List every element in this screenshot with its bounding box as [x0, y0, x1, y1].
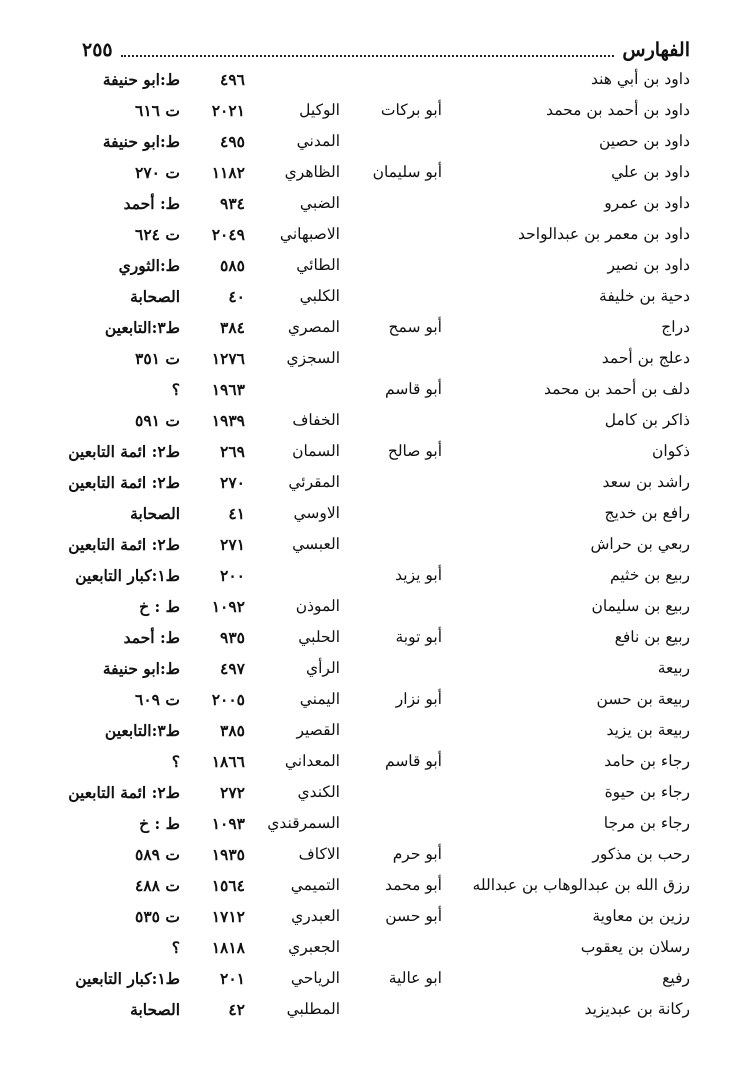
index-row	[80, 996, 690, 1027]
entry-number: ٤١	[228, 504, 245, 523]
index-row	[68, 438, 690, 469]
entry-name: دعلج بن أحمد	[601, 349, 690, 367]
index-row	[75, 965, 690, 996]
entry-number: ٩٣٥	[220, 628, 245, 647]
entry-reference: ط٢: ائمة التابعين	[68, 535, 180, 554]
entry-number: ٤٠	[228, 287, 245, 306]
entry-nisba: المقرئي	[288, 473, 340, 491]
index-row	[80, 903, 690, 934]
entry-number: ٣٨٤	[220, 318, 245, 337]
entry-reference: الصحابة	[130, 1000, 180, 1019]
entry-kunya: أبو يزيد	[395, 566, 442, 584]
entry-nisba: المطلبي	[286, 1000, 340, 1018]
entry-reference: ط٣:التابعين	[104, 721, 180, 740]
entry-kunya: أبو نزار	[395, 690, 442, 708]
entry-kunya: أبو حسن	[385, 907, 442, 925]
entry-name: ذاكر بن كامل	[604, 411, 690, 429]
entry-nisba: السمرقندي	[267, 814, 340, 832]
entry-name: دحية بن خليفة	[599, 287, 690, 305]
entry-name: ربيع بن سليمان	[591, 597, 690, 615]
entry-number: ٥٨٥	[220, 256, 245, 275]
entry-reference: ت ٤٨٨	[135, 876, 180, 895]
entry-number: ٢٦٩	[220, 442, 245, 461]
entry-nisba: الخفاف	[292, 411, 340, 429]
entry-name: رزق الله بن عبدالوهاب بن عبدالله	[472, 876, 690, 894]
index-row	[68, 531, 690, 562]
entry-nisba: الموذن	[295, 597, 340, 615]
entry-name: ربيع بن خثيم	[610, 566, 690, 584]
entry-name: ربعي بن حراش	[590, 535, 690, 553]
entry-name: رزين بن معاوية	[592, 907, 690, 925]
index-row	[80, 97, 690, 128]
entry-reference: ت ٣٥١	[135, 349, 180, 368]
entry-reference: ط : خ	[139, 597, 180, 616]
entry-name: راشد بن سعد	[602, 473, 690, 491]
index-row	[80, 593, 690, 624]
entry-reference: ت ٥٣٥	[135, 907, 180, 926]
entry-nisba: المعداني	[284, 752, 340, 770]
index-row	[80, 376, 690, 407]
section-title: الفهارس	[622, 39, 690, 61]
entry-reference: ؟	[171, 752, 180, 771]
entry-nisba: الرأي	[305, 659, 340, 677]
entry-reference: ط:ابو حنيفة	[102, 132, 180, 151]
entry-number: ٢٠٠	[220, 566, 245, 585]
entry-name: ركانة بن عبديزيد	[584, 1000, 690, 1018]
entry-reference: ط:الثوري	[118, 256, 180, 275]
entry-number: ١٠٩٣	[211, 814, 245, 833]
entry-number: ١٨٦٦	[211, 752, 245, 771]
entry-kunya: أبو قاسم	[385, 752, 442, 770]
entry-nisba: السجزي	[286, 349, 340, 367]
entry-kunya: أبو محمد	[385, 876, 442, 894]
entry-name: ربيعة	[657, 659, 690, 677]
entry-number: ١٩٣٥	[211, 845, 245, 864]
index-row	[75, 562, 690, 593]
index-row	[80, 190, 690, 221]
index-row	[68, 469, 690, 500]
entry-reference: ط:ابو حنيفة	[102, 659, 180, 678]
entry-number: ١٩٦٣	[211, 380, 245, 399]
entry-number: ٤٩٦	[220, 70, 245, 89]
index-row	[80, 221, 690, 252]
entry-reference: ت ٢٧٠	[135, 163, 180, 182]
entry-number: ٤٩٥	[220, 132, 245, 151]
entry-name: ربيع بن نافع	[614, 628, 690, 646]
entry-nisba: الطائي	[296, 256, 340, 274]
entry-reference: ط١:كبار التابعين	[75, 566, 180, 585]
index-row	[80, 345, 690, 376]
entry-number: ٢٧٠	[220, 473, 245, 492]
entry-reference: ت ٥٨٩	[135, 845, 180, 864]
entry-name: رحب بن مذكور	[592, 845, 690, 863]
entry-name: رجاء بن حامد	[604, 752, 690, 770]
index-row	[80, 500, 690, 531]
entry-kunya: أبو حرم	[392, 845, 442, 863]
entry-reference: ت ٦٢٤	[135, 225, 180, 244]
index-row	[80, 283, 690, 314]
entry-reference: ط:ابو حنيفة	[102, 70, 180, 89]
entry-number: ٢٠٢١	[211, 101, 245, 120]
index-row	[80, 655, 690, 686]
entry-nisba: القصير	[296, 721, 340, 739]
entry-kunya: أبو قاسم	[385, 380, 442, 398]
entry-name: داود بن أحمد بن محمد	[546, 101, 690, 119]
entry-number: ٢٠١	[220, 969, 245, 988]
leader-dots	[121, 43, 615, 57]
entry-nisba: الوكيل	[299, 101, 340, 119]
entry-name: داود بن علي	[611, 163, 690, 181]
entry-number: ١٢٧٦	[211, 349, 245, 368]
entry-nisba: الكندي	[297, 783, 340, 801]
entry-reference: ت ٦١٦	[135, 101, 180, 120]
entry-reference: ط: أحمد	[123, 628, 180, 647]
entry-number: ٢٧٢	[220, 783, 245, 802]
entry-reference: ت ٦٠٩	[135, 690, 180, 709]
entry-name: رجاء بن حيوة	[604, 783, 690, 801]
index-row	[80, 810, 690, 841]
index-row	[80, 128, 690, 159]
index-row	[68, 779, 690, 810]
entry-nisba: اليمني	[299, 690, 340, 708]
entry-name: دلف بن أحمد بن محمد	[544, 380, 690, 398]
entry-number: ٣٨٥	[220, 721, 245, 740]
entry-name: ذكوان	[652, 442, 690, 460]
entry-reference: ؟	[171, 938, 180, 957]
entry-name: داود بن معمر بن عبدالواحد	[518, 225, 690, 243]
entry-kunya: أبو توبة	[395, 628, 442, 646]
entry-nisba: السمان	[292, 442, 340, 460]
entry-number: ١٧١٢	[211, 907, 245, 926]
entry-name: رفيع	[662, 969, 690, 987]
entry-name: رافع بن خديج	[604, 504, 690, 522]
entry-number: ٢٠٠٥	[211, 690, 245, 709]
entry-reference: الصحابة	[130, 287, 180, 306]
entry-number: ٤٢	[228, 1000, 245, 1019]
entry-number: ١٠٩٢	[211, 597, 245, 616]
entry-number: ١٥٦٤	[211, 876, 245, 895]
entry-number: ٢٧١	[220, 535, 245, 554]
entry-name: ربيعة بن يزيد	[606, 721, 690, 739]
entry-name: داود بن عمرو	[604, 194, 690, 212]
entry-nisba: التميمي	[290, 876, 340, 894]
index-row	[80, 407, 690, 438]
entry-reference: ط٢: ائمة التابعين	[68, 473, 180, 492]
entry-reference: ط١:كبار التابعين	[75, 969, 180, 988]
entry-nisba: المصري	[287, 318, 340, 336]
entry-kunya: ابو عالية	[388, 969, 442, 987]
entry-nisba: الحلبي	[298, 628, 340, 646]
entry-nisba: المدني	[296, 132, 340, 150]
index-row	[80, 66, 690, 97]
entry-nisba: الجعبري	[288, 938, 340, 956]
entry-nisba: الظاهري	[284, 163, 340, 181]
entry-nisba: الكلبي	[299, 287, 340, 305]
entry-number: ٢٠٤٩	[211, 225, 245, 244]
entry-number: ١١٨٢	[211, 163, 245, 182]
entry-number: ٩٣٤	[220, 194, 245, 213]
entry-reference: ط: أحمد	[123, 194, 180, 213]
entry-kunya: أبو سمح	[388, 318, 442, 336]
entry-kunya: أبو سليمان	[372, 163, 442, 181]
index-row	[80, 624, 690, 655]
entry-kunya: أبو بركات	[380, 101, 442, 119]
entry-nisba: الضبي	[299, 194, 340, 212]
entry-nisba: العبدري	[291, 907, 340, 925]
entry-nisba: الاصبهاني	[279, 225, 340, 243]
index-row	[80, 872, 690, 903]
index-list	[68, 66, 690, 1027]
index-row	[80, 686, 690, 717]
entry-reference: ط : خ	[139, 814, 180, 833]
index-row	[80, 314, 690, 345]
entry-name: داود بن أبي هند	[590, 70, 690, 88]
entry-reference: ط٢: ائمة التابعين	[68, 442, 180, 461]
entry-name: داود بن حصين	[598, 132, 690, 150]
page-number: ٢٥٥	[82, 39, 113, 61]
entry-number: ٤٩٧	[220, 659, 245, 678]
index-row	[80, 934, 690, 965]
entry-name: رجاء بن مرجا	[603, 814, 690, 832]
index-row	[80, 841, 690, 872]
entry-reference: ط٣:التابعين	[104, 318, 180, 337]
entry-nisba: العبسي	[292, 535, 340, 553]
entry-name: داود بن نصير	[607, 256, 690, 274]
entry-nisba: الرياحي	[290, 969, 340, 987]
entry-number: ١٨١٨	[211, 938, 245, 957]
entry-kunya: أبو صالح	[387, 442, 442, 460]
page-header	[82, 36, 690, 64]
index-row	[80, 252, 690, 283]
index-row	[80, 717, 690, 748]
index-row	[80, 748, 690, 779]
entry-reference: ؟	[171, 380, 180, 399]
entry-nisba: الاكاف	[298, 845, 340, 863]
entry-reference: الصحابة	[130, 504, 180, 523]
entry-reference: ت ٥٩١	[135, 411, 180, 430]
entry-reference: ط٢: ائمة التابعين	[68, 783, 180, 802]
entry-nisba: الاوسي	[293, 504, 340, 522]
entry-name: رسلان بن يعقوب	[580, 938, 690, 956]
entry-name: ربيعة بن حسن	[596, 690, 690, 708]
entry-name: دراج	[661, 318, 690, 336]
entry-number: ١٩٣٩	[211, 411, 245, 430]
index-row	[80, 159, 690, 190]
